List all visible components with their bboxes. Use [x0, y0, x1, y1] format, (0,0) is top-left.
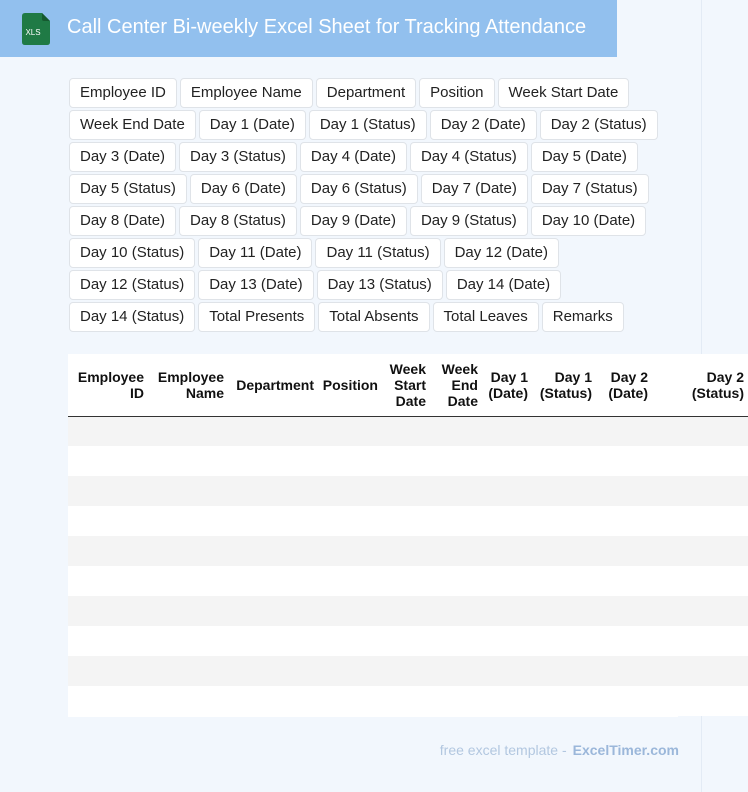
field-chip[interactable]: Day 14 (Date)	[446, 270, 561, 300]
table-cell[interactable]	[68, 626, 148, 656]
field-chip[interactable]: Day 13 (Status)	[317, 270, 443, 300]
table-cell[interactable]	[382, 686, 430, 716]
field-chip-list	[69, 78, 679, 334]
table-cell[interactable]	[228, 566, 318, 596]
table-row	[68, 476, 748, 506]
table-cell[interactable]	[482, 416, 532, 446]
table-cell[interactable]	[596, 626, 652, 656]
table-cell[interactable]	[596, 596, 652, 626]
field-chip[interactable]: Day 1 (Date)	[199, 110, 306, 140]
table-cell[interactable]	[68, 536, 148, 566]
field-chip[interactable]: Day 13 (Date)	[198, 270, 313, 300]
table-cell[interactable]	[652, 566, 748, 596]
page-title: Call Center Bi-weekly Excel Sheet for Tracking Attendance	[67, 16, 587, 38]
table-cell[interactable]	[532, 566, 596, 596]
table-cell[interactable]	[318, 596, 382, 626]
field-chip[interactable]: Day 5 (Date)	[531, 142, 638, 172]
table-cell[interactable]	[532, 656, 596, 686]
table-row	[68, 596, 748, 626]
table-cell[interactable]	[148, 476, 228, 506]
table-row	[68, 566, 748, 596]
table-cell[interactable]	[652, 686, 748, 716]
header-bar	[0, 0, 617, 57]
table-cell[interactable]	[228, 536, 318, 566]
table-row	[68, 506, 748, 536]
field-chip[interactable]: Day 4 (Date)	[300, 142, 407, 172]
table-cell[interactable]	[382, 626, 430, 656]
table-cell[interactable]	[482, 596, 532, 626]
table-cell[interactable]	[532, 596, 596, 626]
field-chip[interactable]: Day 6 (Status)	[300, 174, 418, 204]
table-cell[interactable]	[482, 536, 532, 566]
table-cell[interactable]	[318, 416, 382, 446]
table-cell[interactable]	[68, 566, 148, 596]
table-cell[interactable]	[228, 446, 318, 476]
table-cell[interactable]	[148, 536, 228, 566]
field-chip[interactable]: Day 7 (Date)	[421, 174, 528, 204]
field-chip[interactable]: Day 11 (Status)	[315, 238, 440, 268]
table-cell[interactable]	[318, 656, 382, 686]
table-cell[interactable]	[68, 596, 148, 626]
table-cell[interactable]	[382, 416, 430, 446]
table-cell[interactable]	[382, 476, 430, 506]
table-cell[interactable]	[68, 446, 148, 476]
table-cell[interactable]	[382, 596, 430, 626]
table-cell[interactable]	[532, 536, 596, 566]
field-chip[interactable]: Day 2 (Date)	[430, 110, 537, 140]
table-cell[interactable]	[318, 626, 382, 656]
table-cell[interactable]	[318, 686, 382, 716]
field-chip[interactable]: Day 9 (Date)	[300, 206, 407, 236]
table-header-row	[68, 354, 748, 416]
field-chip[interactable]: Day 4 (Status)	[410, 142, 528, 172]
table-row	[68, 446, 748, 476]
table-cell[interactable]	[228, 416, 318, 446]
field-chip[interactable]: Day 10 (Date)	[531, 206, 646, 236]
table-cell[interactable]	[596, 446, 652, 476]
table-cell[interactable]	[482, 626, 532, 656]
field-chip[interactable]: Total Leaves	[433, 302, 539, 332]
table-cell[interactable]	[596, 656, 652, 686]
table-cell[interactable]	[532, 626, 596, 656]
column-header: Day 2 (Status)	[652, 354, 748, 416]
table-cell[interactable]	[652, 476, 748, 506]
footer-text: free excel template -	[439, 742, 567, 758]
column-header: Day 2 (Date)	[596, 354, 652, 416]
table-cell[interactable]	[596, 536, 652, 566]
table-cell[interactable]	[382, 446, 430, 476]
table-cell[interactable]	[228, 626, 318, 656]
table-cell[interactable]	[318, 506, 382, 536]
excel-file-icon	[22, 13, 50, 45]
table-cell[interactable]	[532, 506, 596, 536]
field-chip[interactable]: Position	[419, 78, 494, 108]
table-cell[interactable]	[532, 416, 596, 446]
table-cell[interactable]	[430, 566, 482, 596]
footer-brand-link[interactable]: ExcelTimer.com	[572, 742, 679, 758]
table-cell[interactable]	[652, 626, 748, 656]
field-chip[interactable]: Day 12 (Status)	[69, 270, 195, 300]
table-cell[interactable]	[430, 626, 482, 656]
column-header: Day 1 (Status)	[532, 354, 596, 416]
field-chip[interactable]: Total Presents	[198, 302, 315, 332]
field-chip[interactable]: Employee ID	[69, 78, 177, 108]
field-chip[interactable]: Day 9 (Status)	[410, 206, 528, 236]
table-cell[interactable]	[532, 446, 596, 476]
table-cell[interactable]	[596, 476, 652, 506]
table-body	[68, 416, 748, 716]
table-cell[interactable]	[382, 506, 430, 536]
table-cell[interactable]	[652, 596, 748, 626]
field-chip[interactable]: Day 8 (Date)	[69, 206, 176, 236]
table-cell[interactable]	[148, 566, 228, 596]
table-cell[interactable]	[652, 536, 748, 566]
table-cell[interactable]	[532, 686, 596, 716]
table-cell[interactable]	[596, 506, 652, 536]
table-row	[68, 536, 748, 566]
table-cell[interactable]	[532, 476, 596, 506]
table-cell[interactable]	[228, 506, 318, 536]
table-cell[interactable]	[148, 446, 228, 476]
field-chip[interactable]: Day 7 (Status)	[531, 174, 649, 204]
column-header: Position	[318, 354, 382, 416]
table-cell[interactable]	[652, 416, 748, 446]
table-cell[interactable]	[228, 596, 318, 626]
table-cell[interactable]	[68, 416, 148, 446]
table-cell[interactable]	[482, 476, 532, 506]
table-row	[68, 656, 748, 686]
table-cell[interactable]	[68, 686, 148, 716]
field-chip[interactable]: Employee Name	[180, 78, 313, 108]
field-chip[interactable]: Day 12 (Date)	[444, 238, 559, 268]
table-cell[interactable]	[228, 476, 318, 506]
table-cell[interactable]	[68, 506, 148, 536]
table-cell[interactable]	[652, 656, 748, 686]
field-chip[interactable]: Day 3 (Status)	[179, 142, 297, 172]
attendance-table	[68, 354, 744, 717]
table-cell[interactable]	[68, 476, 148, 506]
table-row	[68, 416, 748, 446]
excel-file-icon-label: XLS	[25, 28, 41, 37]
field-chip[interactable]: Day 10 (Status)	[69, 238, 195, 268]
table-cell[interactable]	[430, 536, 482, 566]
table-cell[interactable]	[318, 566, 382, 596]
table-cell[interactable]	[382, 566, 430, 596]
table-cell[interactable]	[228, 656, 318, 686]
column-header: Department	[228, 354, 318, 416]
column-header: Week End Date	[430, 354, 482, 416]
table-cell[interactable]	[148, 656, 228, 686]
table-cell[interactable]	[382, 536, 430, 566]
column-header: Employee Name	[148, 354, 228, 416]
table-cell[interactable]	[482, 686, 532, 716]
field-chip[interactable]: Day 8 (Status)	[179, 206, 297, 236]
field-chip[interactable]: Remarks	[542, 302, 624, 332]
table-cell[interactable]	[382, 656, 430, 686]
table-cell[interactable]	[68, 656, 148, 686]
table-cell[interactable]	[318, 446, 382, 476]
column-header: Day 1 (Date)	[482, 354, 532, 416]
table-cell[interactable]	[318, 476, 382, 506]
table-cell[interactable]	[430, 596, 482, 626]
table-cell[interactable]	[430, 656, 482, 686]
table-cell[interactable]	[596, 686, 652, 716]
table-cell[interactable]	[148, 686, 228, 716]
table-cell[interactable]	[430, 686, 482, 716]
field-chip[interactable]: Day 1 (Status)	[309, 110, 427, 140]
table-cell[interactable]	[148, 596, 228, 626]
table-cell[interactable]	[318, 536, 382, 566]
table-cell[interactable]	[430, 446, 482, 476]
footer	[440, 742, 679, 758]
table-cell[interactable]	[596, 566, 652, 596]
table-cell[interactable]	[482, 656, 532, 686]
field-chip[interactable]: Day 11 (Date)	[198, 238, 312, 268]
field-chip[interactable]: Week Start Date	[498, 78, 630, 108]
field-chip[interactable]: Day 6 (Date)	[190, 174, 297, 204]
table-cell[interactable]	[148, 416, 228, 446]
table-cell[interactable]	[652, 506, 748, 536]
field-chip[interactable]: Day 2 (Status)	[540, 110, 658, 140]
field-chip[interactable]: Day 3 (Date)	[69, 142, 176, 172]
table-cell[interactable]	[148, 506, 228, 536]
table-cell[interactable]	[652, 446, 748, 476]
column-header: Week Start Date	[382, 354, 430, 416]
field-chip[interactable]: Day 14 (Status)	[69, 302, 195, 332]
field-chip[interactable]: Day 5 (Status)	[69, 174, 187, 204]
field-chip[interactable]: Week End Date	[69, 110, 196, 140]
table-cell[interactable]	[148, 626, 228, 656]
table-cell[interactable]	[430, 506, 482, 536]
table-cell[interactable]	[482, 566, 532, 596]
table-cell[interactable]	[482, 446, 532, 476]
field-chip[interactable]: Department	[316, 78, 416, 108]
table-cell[interactable]	[596, 416, 652, 446]
table-cell[interactable]	[228, 686, 318, 716]
table-cell[interactable]	[430, 416, 482, 446]
column-header: Employee ID	[68, 354, 148, 416]
table-cell[interactable]	[430, 476, 482, 506]
table-row	[68, 626, 748, 656]
table-row	[68, 686, 748, 716]
table-cell[interactable]	[482, 506, 532, 536]
field-chip[interactable]: Total Absents	[318, 302, 429, 332]
